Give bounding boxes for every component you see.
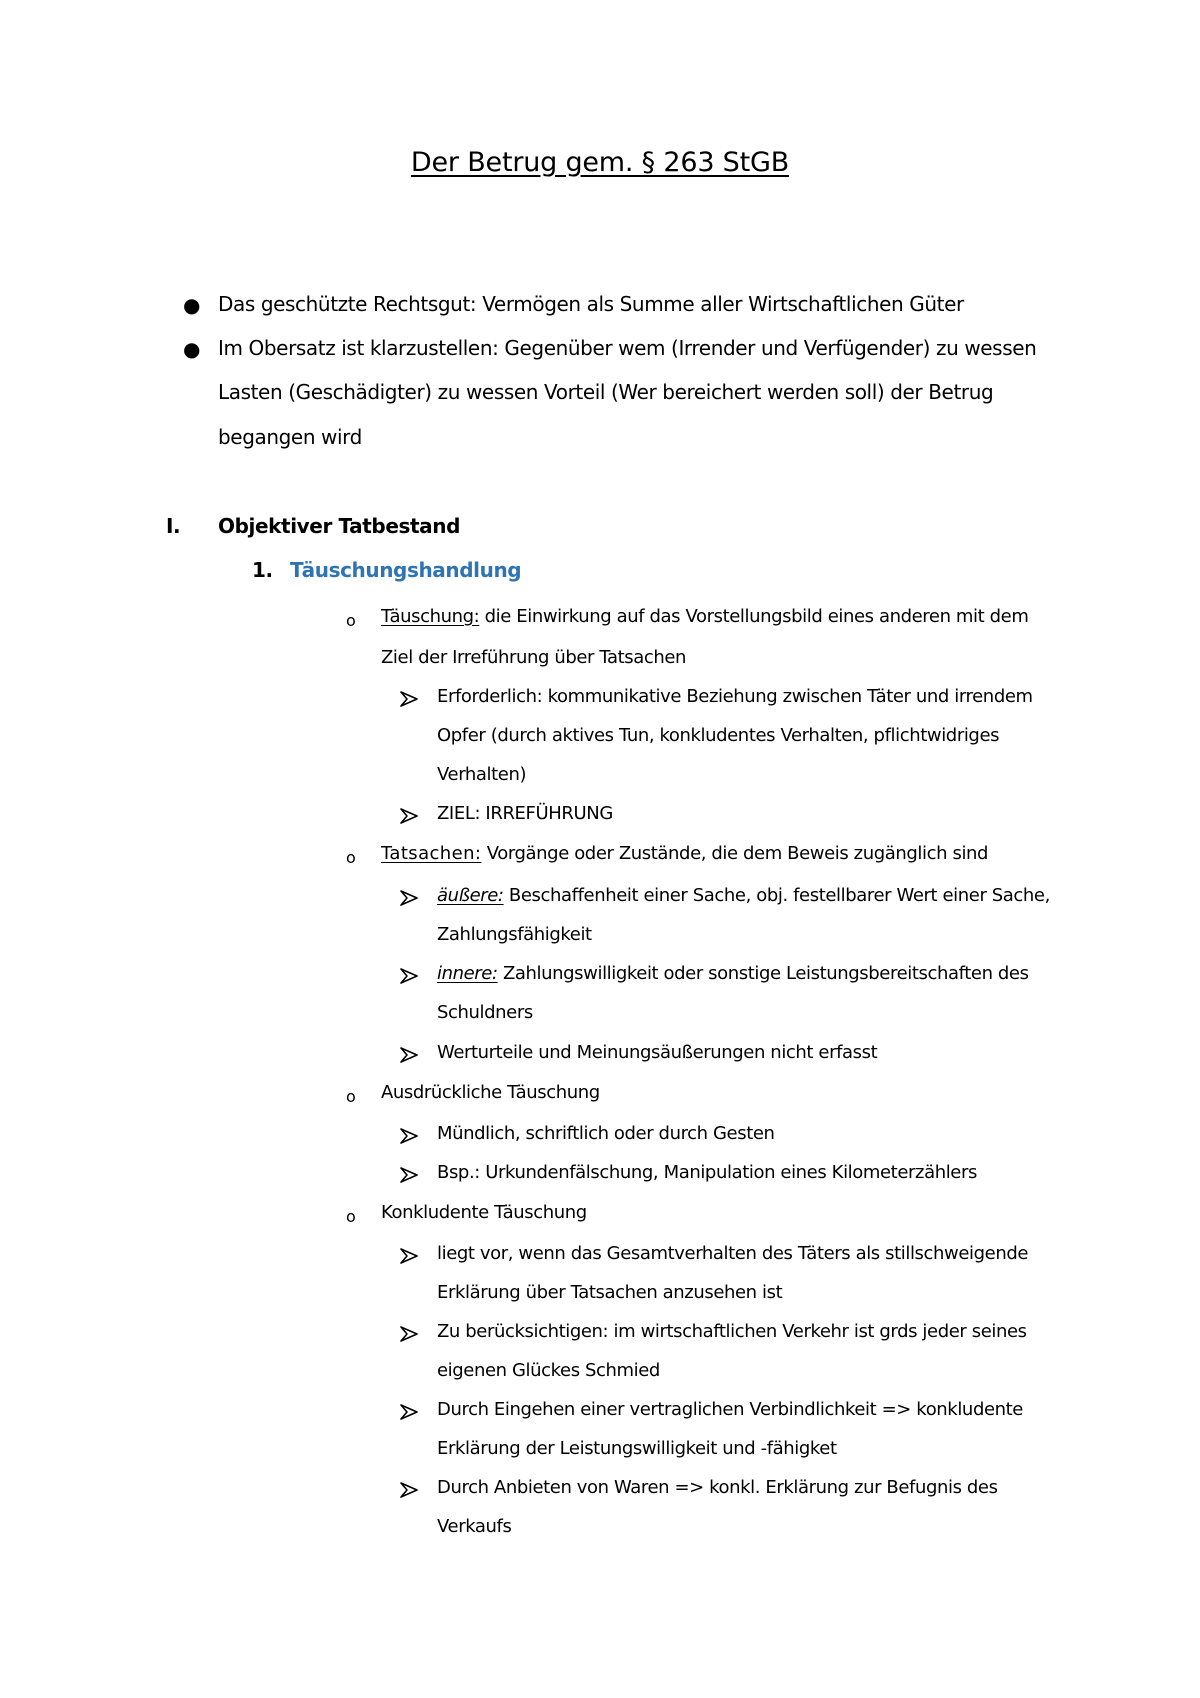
- item-text: Zahlungsfähigkeit: [437, 924, 592, 945]
- document-title: Der Betrug gem. § 263 StGB: [410, 147, 790, 178]
- item-text: Durch Eingehen einer vertraglichen Verbindlichkeit => konkludente: [437, 1399, 1023, 1420]
- bullet-dot-icon: ●: [183, 337, 201, 361]
- item-text: Erklärung der Leistungswilligkeit und -fähigket: [437, 1438, 837, 1459]
- intro-bullet-line: begangen wird: [218, 425, 362, 449]
- arrowhead-bullet-icon: [400, 1404, 418, 1420]
- item-text: eigenen Glückes Schmied: [437, 1360, 660, 1381]
- hollow-circle-bullet-icon: o: [346, 611, 356, 630]
- subsection-title: Täuschungshandlung: [290, 558, 522, 582]
- arrowhead-bullet-icon: [400, 691, 418, 707]
- item-text: liegt vor, wenn das Gesamtverhalten des Täters als stillschweigende: [437, 1243, 1029, 1264]
- item-text: Verkaufs: [437, 1516, 512, 1537]
- list-item: [437, 963, 1029, 984]
- term-label: äußere:: [437, 885, 504, 906]
- list-item: [437, 885, 1050, 906]
- item-text: Werturteile und Meinungsäußerungen nicht erfasst: [437, 1042, 878, 1063]
- item-text: Vorgänge oder Zustände, die dem Beweis zugänglich sind: [481, 843, 989, 864]
- hollow-circle-bullet-icon: o: [346, 848, 356, 867]
- term-label: Täuschung:: [381, 606, 480, 627]
- hollow-circle-bullet-icon: o: [346, 1087, 356, 1106]
- item-text: ZIEL: IRREFÜHRUNG: [437, 803, 613, 824]
- item-text: Erforderlich: kommunikative Beziehung zwischen Täter und irrendem: [437, 686, 1033, 707]
- term-label: innere:: [437, 963, 498, 984]
- section-title: Objektiver Tatbestand: [218, 514, 461, 538]
- item-text: Schuldners: [437, 1002, 533, 1023]
- bullet-dot-icon: ●: [183, 293, 201, 317]
- arrowhead-bullet-icon: [400, 1326, 418, 1342]
- item-text: Mündlich, schriftlich oder durch Gesten: [437, 1123, 775, 1144]
- item-text: Bsp.: Urkundenfälschung, Manipulation eines Kilometerzählers: [437, 1162, 977, 1183]
- item-text: Beschaffenheit einer Sache, obj. festellbarer Wert einer Sache,: [503, 885, 1050, 906]
- list-item: [381, 843, 988, 864]
- item-text: Verhalten): [437, 764, 527, 785]
- arrowhead-bullet-icon: [400, 890, 418, 906]
- item-text: Ausdrückliche Täuschung: [381, 1082, 600, 1103]
- hollow-circle-bullet-icon: o: [346, 1207, 356, 1226]
- arrowhead-bullet-icon: [400, 1128, 418, 1144]
- section-numeral: I.: [166, 514, 181, 538]
- item-text: Opfer (durch aktives Tun, konkludentes Verhalten, pflichtwidriges: [437, 725, 1000, 746]
- intro-bullet-line: Das geschützte Rechtsgut: Vermögen als Summe aller Wirtschaftlichen Güter: [218, 292, 964, 316]
- intro-bullet-line: Lasten (Geschädigter) zu wessen Vorteil (Wer bereichert werden soll) der Betrug: [218, 380, 994, 404]
- arrowhead-bullet-icon: [400, 1167, 418, 1183]
- item-text: Durch Anbieten von Waren => konkl. Erklärung zur Befugnis des: [437, 1477, 998, 1498]
- intro-bullet-line: Im Obersatz ist klarzustellen: Gegenüber wem (Irrender und Verfügender) zu wessen: [218, 336, 1037, 360]
- item-text: Zu berücksichtigen: im wirtschaftlichen Verkehr ist grds jeder seines: [437, 1321, 1027, 1342]
- item-text: Ziel der Irreführung über Tatsachen: [381, 647, 687, 668]
- subsection-number: 1.: [252, 558, 273, 582]
- item-text: Konkludente Täuschung: [381, 1202, 587, 1223]
- arrowhead-bullet-icon: [400, 1482, 418, 1498]
- arrowhead-bullet-icon: [400, 808, 418, 824]
- arrowhead-bullet-icon: [400, 1047, 418, 1063]
- arrowhead-bullet-icon: [400, 968, 418, 984]
- list-item: [381, 606, 1028, 627]
- item-text: Erklärung über Tatsachen anzusehen ist: [437, 1282, 783, 1303]
- item-text: Zahlungswilligkeit oder sonstige Leistungsbereitschaften des: [497, 963, 1029, 984]
- item-text: die Einwirkung auf das Vorstellungsbild eines anderen mit dem: [479, 606, 1029, 627]
- arrowhead-bullet-icon: [400, 1248, 418, 1264]
- term-label: Tatsachen:: [381, 843, 482, 864]
